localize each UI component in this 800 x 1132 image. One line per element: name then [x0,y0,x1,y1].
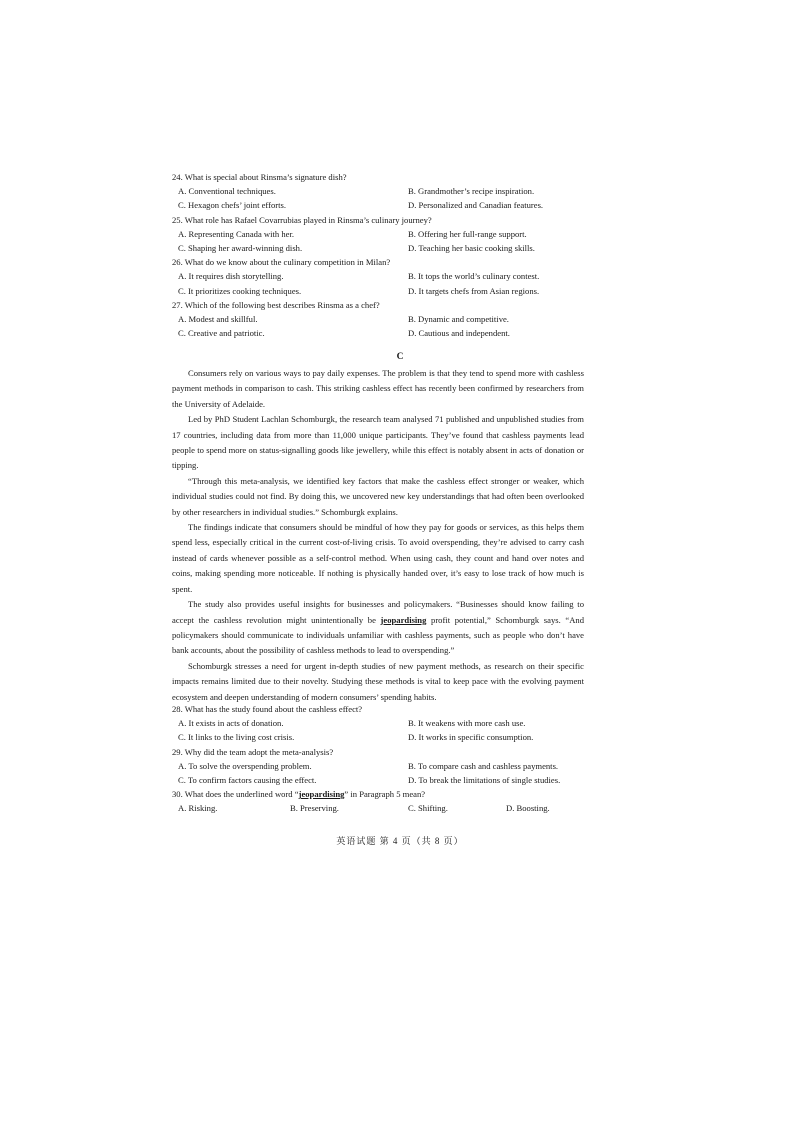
option-c: C. Shifting. [408,803,448,814]
option-c: C. Creative and patriotic. [178,328,265,339]
question-stem-text: ” in Paragraph 5 mean? [344,789,426,800]
option-a: A. To solve the overspending problem. [178,760,312,771]
option-a: A. Modest and skillful. [178,313,258,324]
question-stem: 24. What is special about Rinsma’s signature dish? [172,172,347,182]
underlined-word: jeopardising [380,614,427,625]
option-c: C. Shaping her award-winning dish. [178,242,303,253]
option-c: C. To confirm factors causing the effect. [178,774,317,785]
question-group-28-30 [172,702,592,816]
question-24 [172,170,592,213]
option-d: D. Boosting. [506,803,550,814]
option-b: B. To compare cash and cashless payments. [408,760,559,771]
question-28 [172,702,592,745]
question-stem: 27. Which of the following best describes Rinsma as a chef? [172,299,380,310]
option-c: C. Hexagon chefs’ joint efforts. [178,200,287,211]
option-b: B. It tops the world’s culinary contest. [408,271,540,282]
paragraph-3: “Through this meta-analysis, we identified key factors that make the cashless effect stronger or weaker, which individual studies could not find. By doing this, we uncovered new key understandings that had often been overlooked by other researchers in individual studies.” Schomburgk explains. [172,475,584,517]
option-b: B. Preserving. [290,803,339,814]
option-b: B. Grandmother’s recipe inspiration. [408,186,535,197]
option-d: D. Personalized and Canadian features. [408,200,544,211]
option-a: A. It requires dish storytelling. [178,271,284,282]
question-stem: 28. What has the study found about the cashless effect? [172,704,363,714]
option-c: C. It prioritizes cooking techniques. [178,285,302,296]
question-stem: 29. Why did the team adopt the meta-analysis? [172,746,334,757]
paragraph-6: Schomburgk stresses a need for urgent in-depth studies of new payment methods, as research on their specific impacts remains limited due to their novelty. Studying these methods is vital to keep pace with the evolving payment ecosystem and deepen understanding of modern consumers’ spending habits. [172,660,584,702]
question-stem [172,787,592,801]
paragraph-4: The findings indicate that consumers should be mindful of how they pay for goods or services, as this helps them spend less, especially critical in the current cost-of-living crisis. To avoid overspending, they’re advised to carry cash instead of cards whenever possible as a self-control method. When using cash, they count and hand over notes and coins, making spending more noticeable. If nothing is physically handed over, it’s easy to lose track of how much is spent. [172,522,584,594]
option-d: D. Cautious and independent. [408,328,510,339]
option-a: A. Representing Canada with her. [178,228,294,239]
option-c: C. It links to the living cost crisis. [178,732,295,743]
section-heading: C [396,352,404,362]
question-stem: 26. What do we know about the culinary competition in Milan? [172,257,391,268]
option-a: A. Conventional techniques. [178,186,276,197]
question-group-24-27 [172,170,592,340]
option-b: B. It weakens with more cash use. [408,718,526,729]
option-b: B. Offering her full-range support. [408,228,527,239]
underlined-word: jeopardising [298,789,345,800]
paragraph-5-text: profit potential,” Schomburgk says. “And policymakers should communicate to individuals unfamiliar with cashless payments, such as people who don’t have bank accounts, about the possibility of cashless methods to lead to overspending.” [172,614,584,656]
option-d: D. It works in specific consumption. [408,732,534,743]
option-a: A. Risking. [178,803,218,814]
question-stem-text: 30. What does the underlined word “ [172,789,299,800]
question-25 [172,213,592,256]
option-d: D. Teaching her basic cooking skills. [408,242,535,253]
page-footer: 英语试题 第 4 页（共 8 页） [336,836,464,846]
option-b: B. Dynamic and competitive. [408,313,509,324]
option-a: A. It exists in acts of donation. [178,718,284,729]
question-26 [172,255,592,298]
paragraph-5-text: The study also provides useful insights for businesses and policymakers. “Businesses should know failing to accept the cashless revolution might unintentionally be [172,599,584,625]
option-d: D. It targets chefs from Asian regions. [408,285,540,296]
question-27 [172,298,592,341]
paragraph-2: Led by PhD Student Lachlan Schomburgk, the research team analysed 71 published and unpublished studies from 17 countries, including data from more than 11,000 unique participants. They’ve found that cashless payments lead people to spend more on status-signalling goods like jewellery, while this effect is notably absent in acts of donation or tipping. [172,414,584,471]
paragraph-1: Consumers rely on various ways to pay daily expenses. The problem is that they tend to spend more with cashless payment methods in comparison to cash. This striking cashless effect has recently been confirmed by researchers from the University of Adelaide. [172,368,584,409]
question-29 [172,745,592,788]
paragraph-5 [172,597,584,659]
question-30 [172,787,592,815]
option-d: D. To break the limitations of single studies. [408,774,561,785]
reading-passage [172,366,584,705]
question-stem: 25. What role has Rafael Covarrubias played in Rinsma’s culinary journey? [172,214,432,225]
